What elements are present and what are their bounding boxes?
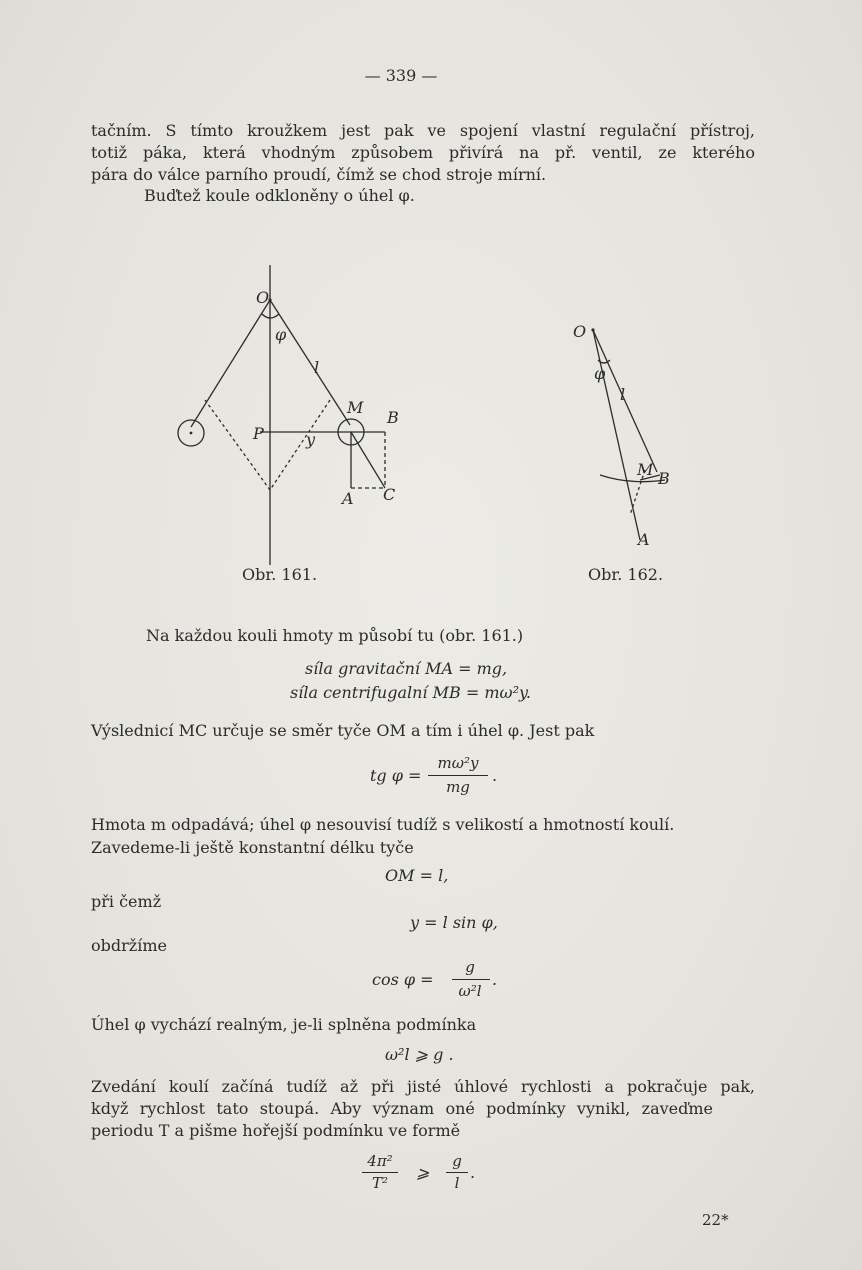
para1-line1: tačním. S tímto kroužkem jest pak ve spojení vlastní regulační přístroj, [91,121,755,140]
fig161-left-rod [191,300,270,427]
eq-cos-fraction-bar [452,979,490,980]
eq-om: OM = l, [385,866,449,885]
para-last-line3: periodu T a pišme hořejší podmínku ve formě [91,1121,461,1140]
fig161-label-phi: φ [275,325,287,344]
word-pricemz: při čemž [91,892,162,911]
line-resultant: Výslednicí MC určuje se směr tyče OM a tím i úhel φ. Jest pak [91,721,595,740]
eq-period-tail: . [470,1163,476,1182]
fig161-resultant [351,432,385,488]
fig162-label-A: A [638,530,650,549]
figure-162 [593,330,665,540]
fig161-label-y: y [306,430,316,449]
signature-mark: 22* [702,1211,729,1229]
fig162-label-phi: φ [594,364,606,383]
eq-y: y = l sin φ, [410,913,498,932]
fig162-caption: Obr. 162. [588,565,664,584]
eq-cos-tail: . [492,970,498,989]
eq-cos-num: g [465,958,475,976]
fig161-caption: Obr. 161. [242,565,318,584]
para-last-line1: Zvedání koulí začíná tudíž až při jisté úhlové rychlosti a pokračuje pak, [91,1077,755,1096]
eq-tan-tail: . [492,766,498,785]
fig161-right-rod [270,300,350,425]
para2: Buďtež koule odkloněny o úhel φ. [144,186,415,205]
eq-centrifugal: síla centrifugalní MB = mω²y. [290,683,531,702]
line-mass: Hmota m odpadává; úhel φ nesouvisí tudíž s velikostí a hmotností koulí. [91,815,675,834]
eq-cos-den: ω²l [458,982,482,1000]
para1-line3: pára do válce parního proudí, čímž se chod stroje mírní. [91,165,547,184]
para-last-line2: když rychlost tato stoupá. Aby význam oné podmínky vynikl, zaveďme [91,1099,713,1118]
eq-tan-den: mg [446,778,470,796]
word-obdrzime: obdržíme [91,936,167,955]
fig161-label-B: B [387,408,399,427]
eq-period-num1: 4π² [367,1152,393,1170]
eq-tan-fraction-bar [428,775,488,776]
eq-gravity: síla gravitační MA = mg, [305,659,508,678]
eq-period-den1: T² [371,1174,389,1192]
figures-svg [0,0,862,600]
eq-period-num2: g [452,1152,462,1170]
line-intro: Zavedeme-li ještě konstantní délku tyče [91,838,414,857]
eq-period-op: ⩾ [416,1163,430,1182]
fig161-label-l: l [314,358,320,377]
fig161-label-P: P [253,424,264,443]
fig161-right-dashed [270,400,330,490]
eq-tan-num: mω²y [437,754,479,772]
fig161-label-A: A [342,489,354,508]
eq-period-den2: l [454,1174,460,1192]
line-condition: Úhel φ vychází realným, je-li splněna podmínka [91,1015,477,1034]
fig161-label-O: O [256,288,270,307]
fig162-label-M: M [637,460,654,479]
eq-condition: ω²l ⩾ g . [385,1045,454,1064]
eq-period-bar2 [446,1172,468,1173]
fig162-label-B: B [658,469,670,488]
line-force: Na každou kouli hmoty m působí tu (obr. 161.) [146,626,524,645]
eq-cos-lhs: cos φ = [372,970,434,989]
eq-period-bar1 [362,1172,398,1173]
page-number: — 339 — [364,66,438,85]
eq-tan-lhs: tg φ = [370,766,422,785]
fig161-left-dashed [205,400,270,490]
para1-line2: totiž páka, která vhodným způsobem přivírá na př. ventil, ze kterého [91,143,755,162]
fig161-label-M: M [347,398,364,417]
fig162-label-l: l [620,385,626,404]
fig161-label-C: C [383,485,396,504]
fig162-label-O: O [573,322,587,341]
